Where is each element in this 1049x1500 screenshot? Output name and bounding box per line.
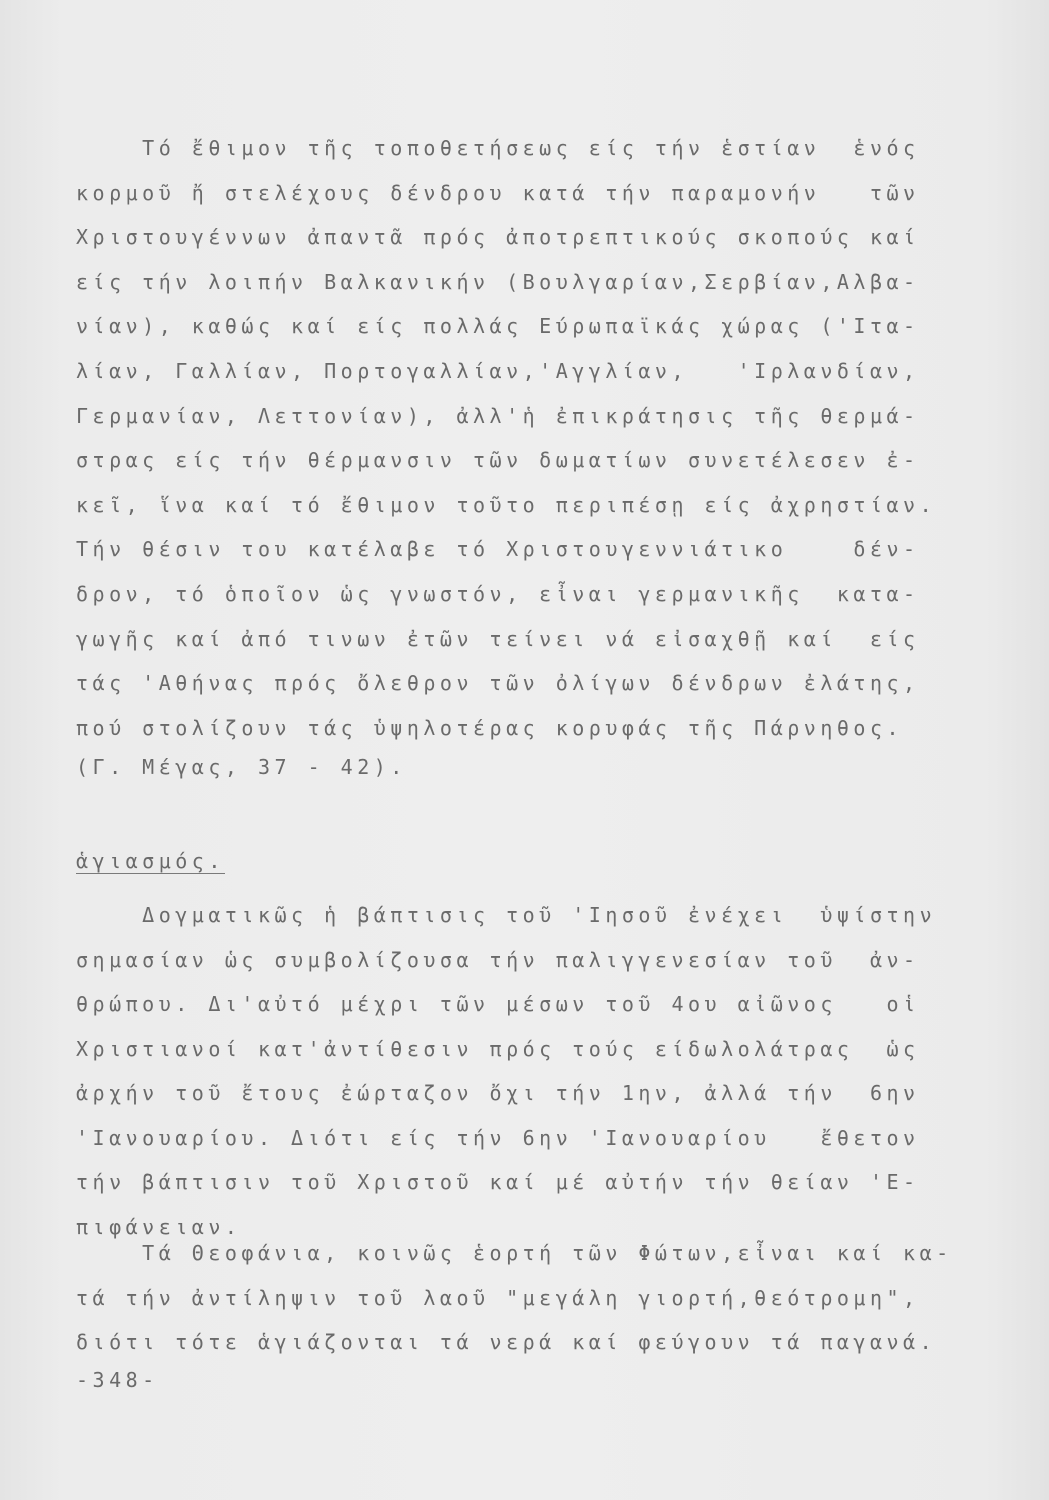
text-line: τάς 'Αθήνας πρός ὄλεθρον τῶν ὀλίγων δένδρων ἐλάτης,	[76, 671, 920, 696]
text-line: Χριστιανοί κατ'ἀντίθεσιν πρός τούς είδωλολάτρας ὡς	[76, 1036, 920, 1061]
text-line: σημασίαν ὡς συμβολίζουσα τήν παλιγγενεσίαν τοῦ ἀν-	[76, 947, 920, 972]
text-line: Δογματικῶς ἡ βάπτισις τοῦ 'Ιησοῦ ἐνέχει ὑψίστην	[76, 903, 937, 927]
text-line: διότι τότε ἁγιάζονται τά νερά καί φεύγουν τά παγανά.	[76, 1330, 937, 1354]
text-line: Τά Θεοφάνια, κοινῶς ἑορτή τῶν Φώτων,εἶναι καί κα-	[76, 1241, 953, 1265]
text-line: δρον, τό ὁποῖον ὡς γνωστόν, εἶναι γερμανικῆς κατα-	[76, 582, 920, 606]
text-line: ἀρχήν τοῦ ἔτους ἐώρταζον ὄχι τήν 1ην, ἀλλά τήν 6ην	[76, 1081, 920, 1105]
section-heading: ἁγιασμός.	[76, 849, 225, 873]
text-line: θρώπου. Δι'αὐτό μέχρι τῶν μέσων τοῦ 4ου αἰῶνος οἱ	[76, 992, 920, 1016]
text-line: λίαν, Γαλλίαν, Πορτογαλλίαν,'Αγγλίαν, 'Ιρλανδίαν,	[76, 359, 920, 383]
text-line: τήν βάπτισιν τοῦ Χριστοῦ καί μέ αὐτήν τήν θείαν 'Ε-	[76, 1170, 920, 1194]
text-line: νίαν), καθώς καί είς πολλάς Εύρωπαϊκάς χώρας ('Ιτα-	[76, 314, 920, 339]
text-line: στρας είς τήν θέρμανσιν τῶν δωματίων συνετέλεσεν ἐ-	[76, 448, 920, 473]
page-number: -348-	[76, 1368, 159, 1392]
text-line: Τήν θέσιν του κατέλαβε τό Χριστουγεννιάτικο δέν-	[76, 537, 920, 562]
text-line: Τό ἔθιμον τῆς τοποθετήσεως είς τήν ἑστίαν ἑνός	[76, 136, 920, 160]
citation: (Γ. Μέγας, 37 - 42).	[76, 755, 407, 779]
text-line: τά τήν ἀντίληψιν τοῦ λαοῦ "μεγάλη γιορτή,θεότρομη",	[76, 1285, 920, 1310]
text-line: κεῖ, ἵνα καί τό ἔθιμον τοῦτο περιπέσῃ είς ἀχρηστίαν.	[76, 492, 937, 517]
text-line: κορμοῦ ἤ στελέχους δένδρου κατά τήν παραμονήν τῶν	[76, 180, 920, 205]
text-line: πιφάνειαν.	[76, 1214, 242, 1239]
text-line: πού στολίζουν τάς ὑψηλοτέρας κορυφάς τῆς Πάρνηθος.	[76, 715, 904, 740]
text-line: 'Ιανουαρίου. Διότι είς τήν 6ην 'Ιανουαρίου ἔθετον	[76, 1125, 920, 1150]
text-line: γωγῆς καί ἀπό τινων ἐτῶν τείνει νά εἰσαχθῇ καί είς	[76, 626, 920, 651]
text-line: Γερμανίαν, Λεττονίαν), ἀλλ'ἡ ἐπικράτησις τῆς θερμά-	[76, 403, 920, 428]
text-line: είς τήν λοιπήν Βαλκανικήν (Βουλγαρίαν,Σερβίαν,Αλβα-	[76, 269, 920, 294]
text-line: Χριστουγέννων ἀπαντᾶ πρός ἀποτρεπτικούς σκοπούς καί	[76, 225, 920, 250]
